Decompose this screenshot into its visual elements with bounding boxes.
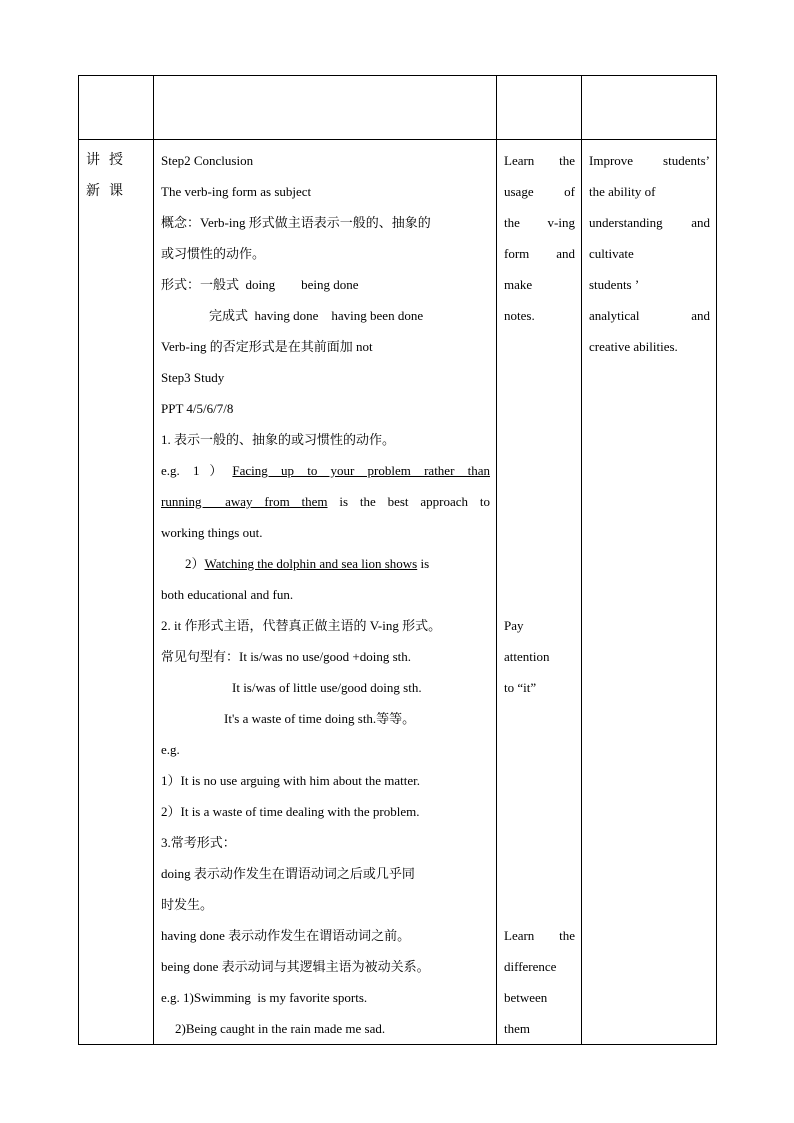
activity-line: difference bbox=[504, 959, 557, 974]
purpose-cell bbox=[582, 140, 717, 1045]
content-line: 完成式 having done having been done bbox=[209, 308, 424, 323]
activity-line: notes. bbox=[504, 308, 535, 323]
purpose-line: creative abilities. bbox=[589, 339, 678, 354]
content-line: 常见句型有：It is/was no use/good +doing sth. bbox=[161, 649, 411, 664]
content-line bbox=[161, 486, 490, 517]
content-line: 或习惯性的动作。 bbox=[161, 246, 266, 261]
lesson-plan-table bbox=[78, 75, 717, 1045]
content-line: 时发生。 bbox=[161, 897, 214, 912]
activity-line: Learn the bbox=[504, 928, 575, 943]
header-cell-3 bbox=[497, 76, 582, 140]
content-line: It's a waste of time doing sth.等等。 bbox=[224, 711, 416, 726]
content-line: 1）It is no use arguing with him about the matter. bbox=[161, 773, 421, 788]
content-line: both educational and fun. bbox=[161, 587, 294, 602]
header-cell-1 bbox=[79, 76, 154, 140]
content-line: 3.常考形式： bbox=[161, 835, 236, 850]
activity-line: Learn the bbox=[504, 153, 575, 168]
purpose-line: Improve students’ bbox=[589, 153, 710, 168]
activity-line: between bbox=[504, 990, 548, 1005]
purpose-line: cultivate bbox=[589, 246, 634, 261]
activity-line: them bbox=[504, 1021, 530, 1036]
content-line: Step2 Conclusion bbox=[161, 153, 254, 168]
table-row bbox=[79, 140, 717, 1045]
underlined-phrase: Facing up to your problem rather than bbox=[232, 463, 490, 478]
example-text: is bbox=[417, 556, 430, 571]
content-line: e.g. 1)Swimming is my favorite sports. bbox=[161, 990, 368, 1005]
content-line bbox=[161, 455, 490, 486]
content-line: e.g. bbox=[161, 742, 180, 757]
content-line: Step3 Study bbox=[161, 370, 225, 385]
content-line: PPT 4/5/6/7/8 bbox=[161, 401, 234, 416]
content-line: having done 表示动作发生在谓语动词之前。 bbox=[161, 928, 411, 943]
purpose-line: students ’ bbox=[589, 277, 640, 292]
content-line: Verb-ing 的否定形式是在其前面加 not bbox=[161, 339, 373, 354]
student-activity-cell bbox=[497, 140, 582, 1045]
content-cell bbox=[154, 140, 497, 1045]
purpose-line: understanding and bbox=[589, 215, 710, 230]
activity-line: Pay bbox=[504, 618, 524, 633]
content-line: 2）It is a waste of time dealing with the problem. bbox=[161, 804, 420, 819]
activity-line: the v-ing bbox=[504, 215, 575, 230]
content-line: being done 表示动词与其逻辑主语为被动关系。 bbox=[161, 959, 430, 974]
activity-line: attention bbox=[504, 649, 550, 664]
content-line: 2. it 作形式主语，代替真正做主语的 V-ing 形式。 bbox=[161, 618, 442, 633]
stage-label: 讲授新课 bbox=[86, 153, 132, 199]
purpose-line: the ability of bbox=[589, 184, 656, 199]
table-header-row bbox=[79, 76, 717, 140]
header-cell-4 bbox=[582, 76, 717, 140]
header-cell-2 bbox=[154, 76, 497, 140]
activity-line: usage of bbox=[504, 184, 575, 199]
content-line: It is/was of little use/good doing sth. bbox=[232, 680, 422, 695]
content-line: 1. 表示一般的、抽象的或习惯性的动作。 bbox=[161, 432, 396, 447]
content-line bbox=[161, 548, 490, 579]
content-line: 概念：Verb-ing 形式做主语表示一般的、抽象的 bbox=[161, 215, 431, 230]
content-line: doing 表示动作发生在谓语动词之后或几乎同 bbox=[161, 866, 415, 881]
underlined-phrase: Watching the dolphin and sea lion shows bbox=[204, 556, 418, 571]
underlined-phrase: running away from them bbox=[161, 494, 328, 509]
content-line: 2)Being caught in the rain made me sad. bbox=[175, 1021, 386, 1036]
example-prefix: e.g. 1） bbox=[161, 463, 233, 478]
activity-line: to “it” bbox=[504, 680, 537, 695]
content-line: The verb-ing form as subject bbox=[161, 184, 312, 199]
content-line: working things out. bbox=[161, 525, 263, 540]
example-prefix: 2） bbox=[185, 556, 205, 571]
activity-line: form and bbox=[504, 246, 575, 261]
content-line: 形式：一般式 doing being done bbox=[161, 277, 359, 292]
purpose-line: analytical and bbox=[589, 308, 710, 323]
stage-cell bbox=[79, 140, 154, 1045]
activity-line: make bbox=[504, 277, 533, 292]
example-text: is the best approach to bbox=[327, 494, 490, 509]
